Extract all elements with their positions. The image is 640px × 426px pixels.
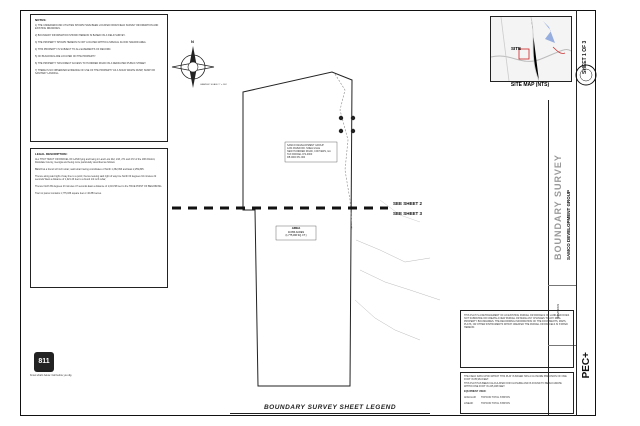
see-sheet-3: SEE SHEET 3 xyxy=(393,211,423,216)
angular-label: ANGULAR: xyxy=(464,396,477,399)
site-map-title: SITE MAP (NTS) xyxy=(510,82,550,88)
site-map xyxy=(490,16,572,82)
legal-heading: LEGAL DESCRIPTION: xyxy=(35,152,68,156)
precision-lines xyxy=(464,375,570,389)
legal-paragraph: Thence along said right of way line to a point; thence leaving said right of way line North 00 degrees 34 minutes 22 seconds West a distance of 1,021.43 feet to a found 1/2 inch rebar; xyxy=(35,175,157,181)
linear-label: LINEAR: xyxy=(464,402,474,405)
north-label: N xyxy=(191,39,194,44)
area-block xyxy=(276,227,316,237)
owner-line: 1234 PAVED RD. SNELLVILLE xyxy=(287,147,321,150)
call-811-logo: 811 xyxy=(34,352,54,372)
site-label: SITE xyxy=(511,46,522,51)
legend-underline xyxy=(230,413,430,414)
note-item: 1) THE UNDERGROUND UTILITIES SHOWN HAVE BEEN LOCATED FROM FIELD SURVEY INFORMATION AND EXISTING DRAWINGS. xyxy=(35,24,159,30)
precision-line: THIS PLAT HAS BEEN CALCULATED FOR CLOSURE AND IS FOUND TO BE ACCURATE WITHIN ONE FOOT IN 245,188 FEET. xyxy=(464,382,562,388)
company-logo: PEC+ xyxy=(581,352,592,379)
legal-paragraph: Thence North 89 degrees 23 minutes 47 seconds East a distance of 1,016.58 feet to the TRUE POINT OF BEGINNING. xyxy=(35,185,163,188)
owner-block xyxy=(287,144,337,159)
note-item: 5) NO BUILDINGS ARE LOCATED ON THE PROPERTY. xyxy=(35,55,96,58)
owner-line: TAX PARCEL 072-0000 xyxy=(287,153,313,156)
precision-info-box xyxy=(460,372,574,414)
certification-box xyxy=(460,310,574,368)
certification-text: THIS PLAT IS A RETRACEMENT OF AN EXISTING PARCEL OR PARCELS OF LAND AND DOES NOT SUBDIVIDE OR CREATE A NEW PARCEL OR MAKE ANY CHANGES TO ANY REAL PROPERTY BOUNDARIES. THE RECORDING INFORMATION OF THE DOCUMENTS, MAPS, PLATS, OR OTHER INSTRUMENTS WHICH CREATED THE PARCEL OR PARCELS IS STATED HEREON. xyxy=(464,314,570,329)
legal-paragraph: BEGIN at a found 1/2 inch rebar; said rebar having coordinates of North 1,362,093 and East 2,259,805. xyxy=(35,168,145,171)
note-item: 6) THE PROPERTY HAS DIRECT ACCESS TO HUNDRED ROAD ON A DEDICATED PUBLIC STREET. xyxy=(35,62,147,65)
client-name: SAMCO DEVELOPMENT GROUP xyxy=(566,189,571,260)
site-map-graphic xyxy=(491,17,571,81)
survey-title: BOUNDARY SURVEY xyxy=(553,154,563,260)
area-sqft: (1,775,036 SQ. FT.) xyxy=(285,233,307,237)
note-item: 4) THIS PROPERTY IS SUBJECT TO ALL EASEMENTS OF RECORD. xyxy=(35,48,112,51)
owner-line: DB 0000 PG 000 xyxy=(287,156,306,159)
scale-caption: GRAPHIC SCALE 1" = 100' xyxy=(200,84,227,86)
surveyor-seal-icon xyxy=(575,62,597,88)
owner-line: NEW HUNDRED ROAD, CONYERS, GA xyxy=(287,150,331,153)
legal-paragraph: Tract or parcel contains 1,775,036 square feet or 40.853 acres. xyxy=(35,192,102,195)
legal-paragraph: ALL THAT TRACT OR PARCEL OF LAND lying and being in Land Lots 242, 243, 271 and 272 of the 18th District, Rockdale County, Georgia and being more particularly described as follows: xyxy=(35,158,156,164)
call-811-tagline: Know what's below. Call before you dig. xyxy=(30,374,73,377)
sheet-legend-title: BOUNDARY SURVEY SHEET LEGEND xyxy=(263,404,397,411)
equipment-label: EQUIPMENT USED: xyxy=(464,390,487,393)
angular-value: TOPCON TOTAL STATION xyxy=(481,396,510,399)
owner-line: SAMCO DEVELOPMENT GROUP xyxy=(287,144,324,147)
notes-heading: NOTES: xyxy=(35,18,47,22)
area-label: AREA xyxy=(291,226,301,230)
revisions-label: REVISIONS xyxy=(557,303,560,318)
see-sheet-2: SEE SHEET 2 xyxy=(393,201,423,206)
linear-value: TOPCON TOTAL STATION xyxy=(481,402,510,405)
note-item: 2) BOUNDARY INFORMATION SHOWN HEREON IS BASED ON A FIELD SURVEY. xyxy=(35,34,126,37)
divider xyxy=(548,285,576,286)
precision-line: THE FIELD DATA UPON WHICH THIS PLAT IS BASED HAS A CLOSURE PRECISION OF ONE FOOT IN 85,964 FEET. xyxy=(464,375,567,381)
note-item: 7) THERE IS NO OBSERVED EVIDENCE OF USE OF THE PROPERTY AS A SOLID WASTE DUMP, SUMP OR SANITARY LANDFILL. xyxy=(35,69,155,75)
sheet-number: SHEET 1 OF 3 xyxy=(582,40,588,74)
note-item: 3) THE PROPERTY SHOWN HEREON IS NOT LOCATED WITHIN A SPECIAL FLOOD HAZARD AREA. xyxy=(35,41,147,44)
area-acres: 40.853 ACRES xyxy=(287,230,305,234)
